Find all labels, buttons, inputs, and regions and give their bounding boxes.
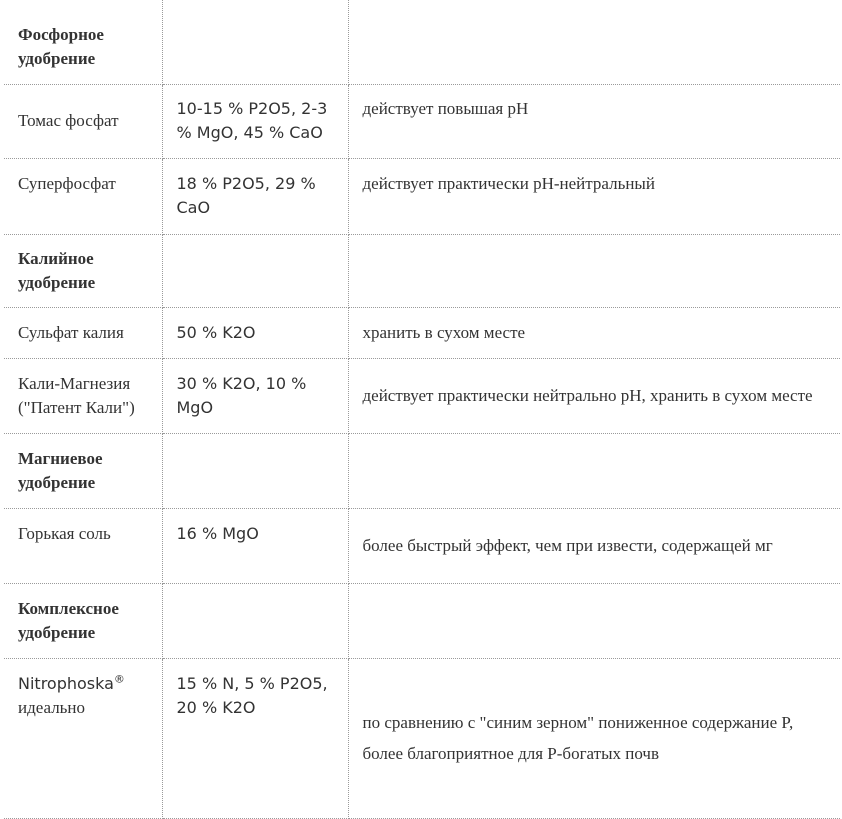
composition-cell — [162, 0, 348, 84]
fertilizer-name: Горькая соль — [4, 508, 162, 583]
composition-cell: 18 % P2O5, 29 % CaO — [162, 158, 348, 234]
note-cell: по сравнению с "синим зерном" пониженное содержание P, более благоприятное для P-богатых почв — [348, 658, 840, 818]
note-cell: действует повышая pH — [348, 84, 840, 158]
registered-mark: ® — [113, 672, 125, 686]
composition-cell — [162, 234, 348, 307]
table-row — [4, 358, 840, 433]
table-row-category — [4, 234, 840, 307]
composition-cell: 16 % MgO — [162, 508, 348, 583]
composition-cell: 15 % N, 5 % P2O5, 20 % K2O — [162, 658, 348, 818]
table-row — [4, 508, 840, 583]
composition-cell: 10-15 % P2O5, 2-3 % MgO, 45 % CaO — [162, 84, 348, 158]
table-row-category — [4, 583, 840, 658]
composition-cell — [162, 433, 348, 508]
fertilizer-name: Суперфосфат — [4, 158, 162, 234]
table-row — [4, 307, 840, 358]
note-cell — [348, 0, 840, 84]
note-cell: действует практически нейтрально pH, хранить в сухом месте — [348, 358, 840, 433]
note-cell: более быстрый эффект, чем при извести, содержащей мг — [348, 508, 840, 583]
table-row — [4, 84, 840, 158]
note-cell: хранить в сухом месте — [348, 307, 840, 358]
category-name: Комплексное удобрение — [4, 583, 162, 658]
category-name: Калийное удобрение — [4, 234, 162, 307]
table-row — [4, 158, 840, 234]
fertilizer-name: Сульфат калия — [4, 307, 162, 358]
composition-cell: 50 % K2O — [162, 307, 348, 358]
table-row — [4, 658, 840, 818]
fertilizer-name: Кали-Магнезия ("Патент Кали") — [4, 358, 162, 433]
fertilizer-name-text: Nitrophoska — [18, 673, 114, 693]
category-name: Фосфорное удобрение — [4, 0, 162, 84]
note-cell: действует практически pH-нейтральный — [348, 158, 840, 234]
fertilizer-table — [4, 0, 840, 819]
category-name: Магниевое удобрение — [4, 433, 162, 508]
composition-cell: 30 % K2O, 10 % MgO — [162, 358, 348, 433]
fertilizer-name — [4, 658, 162, 818]
table-row-category — [4, 0, 840, 84]
composition-cell — [162, 583, 348, 658]
note-cell — [348, 433, 840, 508]
note-cell — [348, 583, 840, 658]
table-row-category — [4, 433, 840, 508]
fertilizer-name: Томас фосфат — [4, 84, 162, 158]
fertilizer-name-suffix: идеально — [18, 697, 86, 717]
note-cell — [348, 234, 840, 307]
